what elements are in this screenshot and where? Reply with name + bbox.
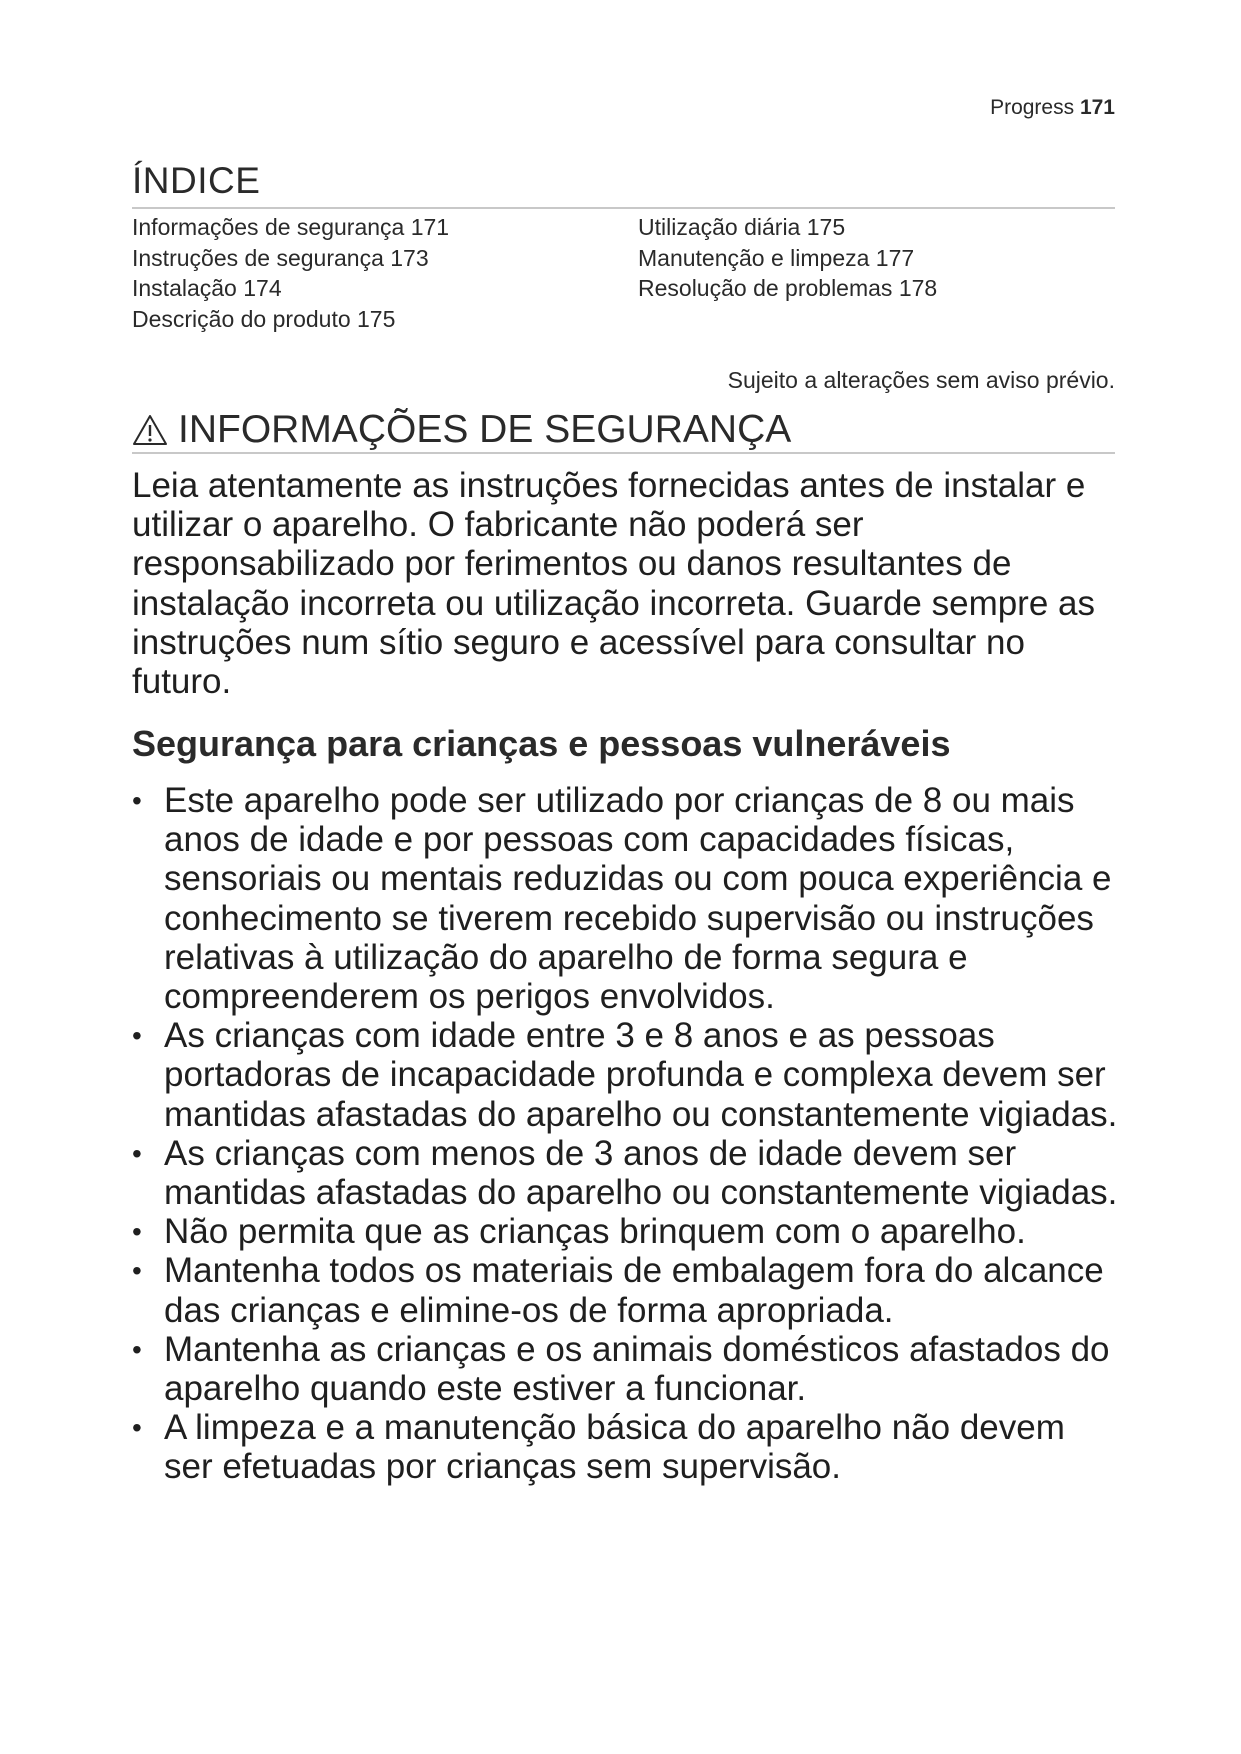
toc-item[interactable]: Instruções de segurança 173 bbox=[132, 244, 429, 271]
section-divider bbox=[132, 452, 1115, 454]
toc-item[interactable]: Manutenção e limpeza 177 bbox=[638, 244, 915, 271]
toc-column-left bbox=[132, 212, 638, 334]
toc-item[interactable]: Informações de segurança 171 bbox=[132, 214, 450, 240]
disclaimer-note: Sujeito a alterações sem aviso prévio. bbox=[727, 367, 1115, 393]
toc-item[interactable]: Instalação 174 bbox=[132, 275, 282, 302]
list-item bbox=[132, 1016, 1122, 1134]
bullet-dot-icon: • bbox=[132, 785, 142, 816]
list-item bbox=[132, 1251, 1122, 1329]
safety-bullet-list bbox=[132, 781, 1122, 1487]
section-title bbox=[132, 408, 1115, 452]
toc-divider bbox=[132, 207, 1115, 209]
page-header bbox=[990, 96, 1115, 120]
list-item-text: As crianças com idade entre 3 e 8 anos e as pessoas portadoras de incapacidade profunda e complexa devem ser mantidas afastadas do aparelho ou constantemente vigiadas. bbox=[164, 1016, 1118, 1134]
list-item-text: Este aparelho pode ser utilizado por crianças de 8 ou mais anos de idade e por pessoas com capacidades físicas, sensoriais ou mentais reduzidas ou com pouca experiência e conhecimento se tiverem recebido supervisão ou instruções relativas à utilização do aparelho de forma segura e compreenderem os perigos envolvidos. bbox=[164, 781, 1112, 1017]
list-item bbox=[132, 1134, 1122, 1212]
list-item bbox=[132, 781, 1122, 1016]
list-item bbox=[132, 1330, 1122, 1408]
list-item-text: Não permita que as crianças brinquem com o aparelho. bbox=[164, 1212, 1026, 1252]
brand-name: Progress bbox=[990, 96, 1075, 119]
toc-item[interactable]: Descrição do produto 175 bbox=[132, 305, 396, 332]
page-number: 171 bbox=[1079, 96, 1115, 119]
list-item-text: A limpeza e a manutenção básica do aparelho não devem ser efetuadas por crianças sem supervisão. bbox=[164, 1408, 1065, 1487]
toc-title: ÍNDICE bbox=[132, 160, 261, 201]
section-title-text: INFORMAÇÕES DE SEGURANÇA bbox=[178, 408, 792, 451]
list-item bbox=[132, 1408, 1122, 1486]
table-of-contents bbox=[132, 212, 1115, 334]
warning-triangle-icon bbox=[132, 414, 168, 446]
list-item bbox=[132, 1212, 1122, 1251]
toc-item[interactable]: Resolução de problemas 178 bbox=[638, 275, 938, 302]
bullet-dot-icon: • bbox=[132, 1412, 142, 1444]
toc-column-right bbox=[638, 212, 937, 334]
bullet-dot-icon: • bbox=[132, 1137, 142, 1169]
subsection-title: Segurança para crianças e pessoas vulneráveis bbox=[132, 723, 951, 764]
bullet-dot-icon: • bbox=[132, 1216, 142, 1248]
bullet-dot-icon: • bbox=[132, 1020, 142, 1052]
list-item-text: As crianças com menos de 3 anos de idade devem ser mantidas afastadas do aparelho ou constantemente vigiadas. bbox=[164, 1133, 1118, 1213]
bullet-dot-icon: • bbox=[132, 1255, 142, 1287]
list-item-text: Mantenha todos os materiais de embalagem fora do alcance das crianças e elimine-os de forma apropriada. bbox=[164, 1251, 1104, 1330]
list-item-text: Mantenha as crianças e os animais domésticos afastados do aparelho quando este estiver a funcionar. bbox=[164, 1329, 1110, 1409]
bullet-dot-icon: • bbox=[132, 1333, 142, 1365]
intro-paragraph: Leia atentamente as instruções fornecidas antes de instalar e utilizar o aparelho. O fabricante não poderá ser responsabilizado por ferimentos ou danos resultantes de instalação incorreta ou utilização incorreta. Guarde sempre as instruções num sítio seguro e acessível para consultar no futuro. bbox=[132, 466, 1095, 702]
toc-item[interactable]: Utilização diária 175 bbox=[638, 214, 846, 240]
